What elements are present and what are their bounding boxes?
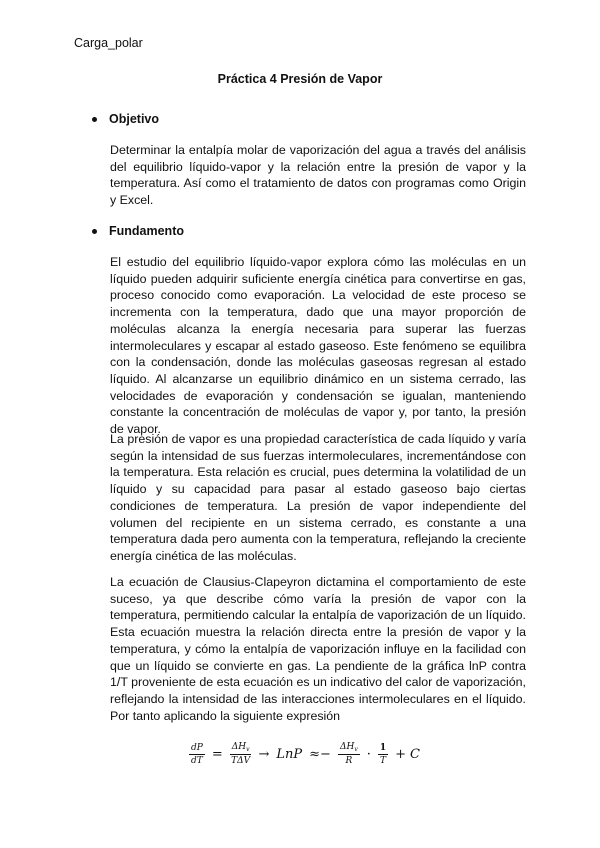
- paragraph-fundamento-3: La ecuación de Clausius-Clapeyron dictamina el comportamiento de este suceso, ya que describe cómo varía la presión de vapor con la temperatura, permitiendo calcular la entalpía de vaporización de un líquido. Esta ecuación muestra la relación directa entre la presión de vapor y la temperatura, y cómo la entalpía de vaporización influye en la facilidad con que un líquido se convierte en gas. La pendiente de la gráfica lnP contra 1/T proveniente de esta ecuación es un indicativo del calor de vaporización, reflejando la intensidad de las interacciones intermoleculares en el líquido. Por tanto aplicando la siguiente expresión: [110, 575, 526, 723]
- paragraph-fundamento-1: El estudio del equilibrio líquido-vapor explora cómo las moléculas en un líquido pueden adquirir suficiente energía cinética para convertirse en gas, proceso conocido como evaporación. La velocidad de este proceso se incrementa con la temperatura, dado que una mayor proporción de moléculas alcanza la energía necesaria para superar las fuerzas intermoleculares y escapar al estado gaseoso. Este fenómeno se equilibra con la condensación, donde las moléculas gaseosas regresan al estado líquido. Al alcanzarse un equilibrio dinámico en un sistema cerrado, las velocidades de evaporación y condensación se igualan, manteniendo constante la concentración de moléculas de vapor y, por tanto, la presión de vapor.: [110, 255, 526, 437]
- bullet-icon: [92, 117, 97, 122]
- section-heading-objetivo: [92, 112, 159, 126]
- paragraph-objetivo: Determinar la entalpía molar de vaporización del agua a través del análisis del equilibrio líquido-vapor y la relación entre la presión de vapor y la temperatura. Así como el tratamiento de datos con programas como Origin y Excel.: [110, 143, 526, 208]
- fraction-dh-tdv: $\frac{\Delta H_v}{\text{TΔV}}$: [231, 742, 251, 766]
- document-title: Práctica 4 Presión de Vapor: [217, 72, 383, 86]
- section-heading-fundamento: [92, 224, 184, 238]
- fraction-dh-r: $\frac{\Delta H_v}{R}$: [339, 742, 358, 766]
- paragraph-fundamento-2: La presión de vapor es una propiedad característica de cada líquido y varía según la intensidad de sus fuerzas intermoleculares, incrementándose con la temperatura. Esta relación es crucial, pues determina la volatilidad de un líquido y su capacidad para pasar al estado gaseoso bajo ciertas condiciones de temperatura. La presión de vapor independiente del volumen del recipiente en un sistema cerrado, es constante a una temperatura dada pero aumenta con la temperatura, reflejando la creciente energía cinética de las moléculas.: [110, 432, 526, 563]
- fraction-1-t: $\frac{1}{T}$: [379, 742, 387, 766]
- section-heading-text: Objetivo: [109, 112, 160, 126]
- clausius-clapeyron-equation: $\frac{dP}{dT}$ = $\frac{\Delta H_v}{\text{TΔV}}$ → LnP ≈− $\frac{\Delta H_v}{R}$ · $\frac{1}{T}$ + C: [191, 742, 420, 766]
- fraction-dp-dt: $\frac{dP}{dT}$: [191, 742, 203, 766]
- header-label: Carga_polar: [74, 36, 143, 50]
- section-heading-text: Fundamento: [109, 224, 184, 238]
- bullet-icon: [92, 229, 97, 234]
